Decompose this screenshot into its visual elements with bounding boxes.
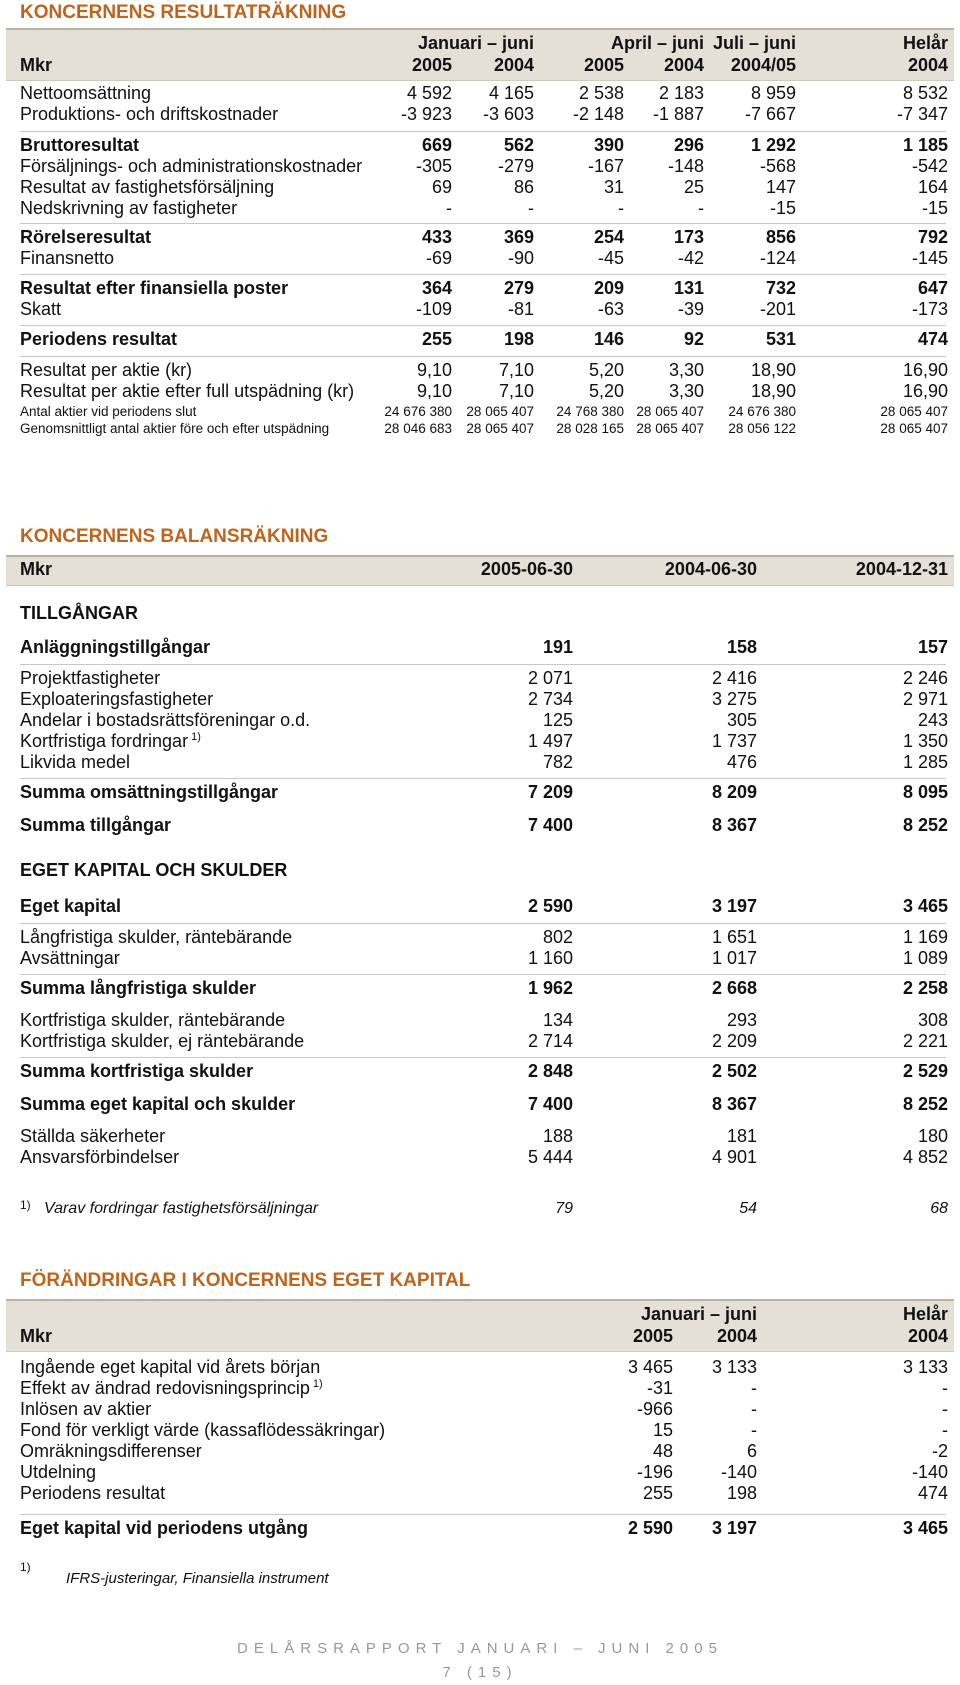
cell-value: 28 046 683 — [384, 421, 452, 436]
balance-note-label: Varav fordringar fastighetsförsäljningar — [44, 1200, 319, 1217]
cell-value: 433 — [421, 227, 452, 247]
table-row — [0, 421, 960, 443]
cell-value: - — [942, 1399, 948, 1419]
divider — [20, 664, 946, 665]
cell-value: -196 — [636, 1462, 673, 1482]
cell-value: -90 — [507, 248, 534, 268]
cell-value: - — [942, 1420, 948, 1440]
cell-value: - — [446, 198, 452, 218]
row-label: Summa omsättningstillgångar — [20, 782, 279, 802]
cell-value: 1 292 — [750, 135, 796, 155]
cell-value: 1 089 — [902, 948, 948, 968]
equity-title: FÖRÄNDRINGAR I KONCERNENS EGET KAPITAL — [20, 1270, 471, 1291]
cell-value: 255 — [421, 329, 452, 349]
cell-value: 180 — [917, 1126, 948, 1146]
income-header-year: 2004 — [663, 55, 704, 75]
cell-value: -69 — [425, 248, 452, 268]
cell-value: 1 350 — [902, 731, 948, 751]
cell-value: -279 — [497, 156, 534, 176]
divider — [20, 923, 946, 924]
income-header-year: 2004/05 — [730, 55, 796, 75]
cell-value: -966 — [636, 1399, 673, 1419]
balance-note-value: 54 — [739, 1200, 757, 1217]
table-row — [0, 83, 960, 105]
cell-value: 562 — [503, 135, 534, 155]
cell-value: - — [528, 198, 534, 218]
row-label: Rörelseresultat — [20, 227, 152, 247]
cell-value: 28 065 407 — [636, 421, 704, 436]
cell-value: 7,10 — [498, 360, 534, 380]
cell-value: - — [618, 198, 624, 218]
cell-value: 1 737 — [711, 731, 757, 751]
cell-value: 7,10 — [498, 381, 534, 401]
cell-value: 732 — [765, 278, 796, 298]
cell-value: 2 538 — [578, 83, 624, 103]
cell-value: 1 017 — [711, 948, 757, 968]
row-label: Resultat per aktie (kr) — [20, 360, 193, 380]
income-header-year: 2005 — [411, 55, 452, 75]
row-label: Antal aktier vid periodens slut — [20, 404, 197, 419]
table-row — [0, 689, 960, 711]
page-number: 7 (15) — [442, 1664, 518, 1681]
cell-value: -31 — [646, 1378, 673, 1398]
equity-header-period: Januari – juni — [640, 1304, 757, 1324]
cell-value: 647 — [917, 278, 948, 298]
cell-value: 31 — [603, 177, 624, 197]
row-label: Skatt — [20, 299, 62, 319]
row-label: Summa långfristiga skulder — [20, 978, 257, 998]
row-label: Summa tillgångar — [20, 815, 172, 835]
cell-value: 2 183 — [658, 83, 704, 103]
cell-value: -7 347 — [896, 104, 948, 124]
table-row — [0, 381, 960, 403]
cell-value: 4 852 — [902, 1147, 948, 1167]
cell-value: 157 — [917, 637, 948, 657]
cell-value: 2 246 — [902, 668, 948, 688]
cell-value: 198 — [726, 1483, 757, 1503]
cell-value: 5 444 — [527, 1147, 573, 1167]
cell-value: 308 — [917, 1010, 948, 1030]
table-row — [0, 104, 960, 126]
cell-value: - — [751, 1378, 757, 1398]
row-label: Omräkningsdifferenser — [20, 1441, 202, 1461]
cell-value: 16,90 — [902, 381, 948, 401]
income-title: KONCERNENS RESULTATRÄKNING — [20, 2, 347, 23]
cell-value: 191 — [542, 637, 573, 657]
equity-header-year: 2004 — [716, 1326, 757, 1346]
cell-value: 3 197 — [711, 896, 757, 916]
table-row — [0, 1378, 960, 1400]
assets-heading: TILLGÅNGAR — [20, 603, 138, 623]
row-label: Nettoomsättning — [20, 83, 152, 103]
cell-value: 134 — [542, 1010, 573, 1030]
table-row — [0, 637, 960, 659]
balance-note-mark: 1) — [20, 1198, 31, 1212]
income-header-period-apr-jun: April – juni — [610, 33, 704, 53]
cell-value: 131 — [673, 278, 704, 298]
cell-value: 390 — [593, 135, 624, 155]
table-row — [0, 227, 960, 249]
cell-value: 3,30 — [668, 360, 704, 380]
equity-header-year: 2005 — [632, 1326, 673, 1346]
cell-value: 18,90 — [750, 381, 796, 401]
cell-value: 181 — [726, 1126, 757, 1146]
cell-value: 2 668 — [711, 978, 757, 998]
cell-value: 69 — [431, 177, 452, 197]
table-row — [0, 896, 960, 918]
row-label: Periodens resultat — [20, 1483, 166, 1503]
cell-value: 158 — [726, 637, 757, 657]
row-label: Kortfristiga skulder, ej räntebärande — [20, 1031, 305, 1051]
cell-value: 125 — [542, 710, 573, 730]
table-row — [0, 1147, 960, 1169]
table-row — [0, 782, 960, 804]
row-label: Resultat per aktie efter full utspädning (kr) — [20, 381, 355, 401]
balance-note-value: 79 — [555, 1200, 573, 1217]
cell-value: 279 — [503, 278, 534, 298]
row-label: Nedskrivning av fastigheter — [20, 198, 238, 218]
row-label: Resultat efter finansiella poster — [20, 278, 289, 298]
cell-value: 92 — [683, 329, 704, 349]
cell-value: 2 848 — [527, 1061, 573, 1081]
cell-value: -148 — [667, 156, 704, 176]
cell-value: 24 676 380 — [384, 404, 452, 419]
cell-value: -39 — [677, 299, 704, 319]
cell-value: - — [942, 1378, 948, 1398]
cell-value: 2 590 — [527, 896, 573, 916]
cell-value: 802 — [542, 927, 573, 947]
cell-value: 305 — [726, 710, 757, 730]
table-row — [0, 1031, 960, 1053]
table-row — [0, 731, 960, 753]
table-row — [0, 278, 960, 300]
cell-value: 28 028 165 — [556, 421, 624, 436]
row-label: Anläggningstillgångar — [20, 637, 211, 657]
cell-value: 28 065 407 — [880, 404, 948, 419]
row-label: Resultat av fastighetsförsäljning — [20, 177, 275, 197]
table-row — [0, 1357, 960, 1379]
cell-value: -3 603 — [482, 104, 534, 124]
income-header-period-jan-jun: Januari – juni — [417, 33, 534, 53]
table-row — [0, 1010, 960, 1032]
divider — [20, 1057, 946, 1058]
cell-value: 1 285 — [902, 752, 948, 772]
cell-value: 2 071 — [527, 668, 573, 688]
divider — [20, 778, 946, 779]
table-row — [0, 1441, 960, 1463]
income-header-period-full-year: Helår — [902, 33, 948, 53]
table-row — [0, 668, 960, 690]
cell-value: 4 165 — [488, 83, 534, 103]
cell-value: 2 502 — [711, 1061, 757, 1081]
cell-value: 86 — [513, 177, 534, 197]
cell-value: 8 959 — [750, 83, 796, 103]
cell-value: 7 400 — [527, 1094, 573, 1114]
table-row — [0, 360, 960, 382]
cell-value: 188 — [542, 1126, 573, 1146]
row-label: Ingående eget kapital vid årets början — [20, 1357, 321, 1377]
table-row — [0, 978, 960, 1000]
cell-value: -109 — [415, 299, 452, 319]
cell-value: -1 887 — [652, 104, 704, 124]
table-row — [0, 1061, 960, 1083]
cell-value: 8 252 — [902, 815, 948, 835]
divider — [20, 274, 946, 275]
cell-value: 173 — [673, 227, 704, 247]
cell-value: 1 160 — [527, 948, 573, 968]
cell-value: 474 — [917, 1483, 948, 1503]
cell-value: -124 — [759, 248, 796, 268]
table-row — [0, 927, 960, 949]
cell-value: 15 — [652, 1420, 673, 1440]
cell-value: 792 — [917, 227, 948, 247]
income-header-year: 2005 — [583, 55, 624, 75]
row-label: Genomsnittligt antal aktier före och efter utspädning — [20, 421, 330, 436]
cell-value: -15 — [921, 198, 948, 218]
cell-value: 8 209 — [711, 782, 757, 802]
cell-value: 243 — [917, 710, 948, 730]
footnote-marker: 1) — [188, 731, 201, 743]
cell-value: - — [751, 1420, 757, 1440]
report-footer: DELÅRSRAPPORT JANUARI – JUNI 2005 — [237, 1640, 723, 1657]
cell-value: 296 — [673, 135, 704, 155]
cell-value: 1 962 — [527, 978, 573, 998]
cell-value: -167 — [587, 156, 624, 176]
table-row — [0, 1518, 960, 1540]
cell-value: 24 676 380 — [728, 404, 796, 419]
cell-value: 6 — [746, 1441, 757, 1461]
cell-value: 1 497 — [527, 731, 573, 751]
cell-value: 3 275 — [711, 689, 757, 709]
cell-value: 2 971 — [902, 689, 948, 709]
cell-value: 2 258 — [902, 978, 948, 998]
cell-value: 16,90 — [902, 360, 948, 380]
cell-value: 1 651 — [711, 927, 757, 947]
cell-value: 7 209 — [527, 782, 573, 802]
table-row — [0, 1420, 960, 1442]
row-label: Kortfristiga fordringar $^{1)}$ — [20, 731, 201, 751]
divider — [20, 223, 946, 224]
cell-value: 28 065 407 — [466, 421, 534, 436]
cell-value: 8 367 — [711, 815, 757, 835]
cell-value: -305 — [415, 156, 452, 176]
cell-value: 782 — [542, 752, 573, 772]
row-label: Andelar i bostadsrättsföreningar o.d. — [20, 710, 311, 730]
cell-value: 28 065 407 — [880, 421, 948, 436]
cell-value: -140 — [911, 1462, 948, 1482]
cell-value: 1 169 — [902, 927, 948, 947]
cell-value: -201 — [759, 299, 796, 319]
cell-value: 28 065 407 — [636, 404, 704, 419]
cell-value: 164 — [917, 177, 948, 197]
cell-value: -81 — [507, 299, 534, 319]
income-header-year: 2004 — [907, 55, 948, 75]
row-label: Produktions- och driftskostnader — [20, 104, 279, 124]
row-label: Likvida medel — [20, 752, 131, 772]
row-label: Långfristiga skulder, räntebärande — [20, 927, 293, 947]
cell-value: 2 590 — [627, 1518, 673, 1538]
cell-value: -2 — [931, 1441, 948, 1461]
row-label: Kortfristiga skulder, räntebärande — [20, 1010, 286, 1030]
row-label: Försäljnings- och administrationskostnader — [20, 156, 363, 176]
cell-value: 3 133 — [711, 1357, 757, 1377]
cell-value: 8 252 — [902, 1094, 948, 1114]
cell-value: 3,30 — [668, 381, 704, 401]
income-header-period-jul-jun: Juli – juni — [712, 33, 796, 53]
equity-note-label: IFRS-justeringar, Finansiella instrument — [66, 1570, 329, 1587]
row-label: Inlösen av aktier — [20, 1399, 152, 1419]
balance-note-value: 68 — [930, 1200, 948, 1217]
row-label: Finansnetto — [20, 248, 115, 268]
row-label: Effekt av ändrad redovisningsprincip $^{1)}$ — [20, 1378, 323, 1398]
footnote-marker: 1) — [309, 1378, 323, 1390]
cell-value: 3 465 — [902, 1518, 948, 1538]
table-row — [0, 329, 960, 351]
cell-value: 531 — [765, 329, 796, 349]
balance-header-date: 2004-12-31 — [855, 559, 948, 579]
table-row — [0, 1094, 960, 1116]
cell-value: -145 — [911, 248, 948, 268]
cell-value: -3 923 — [400, 104, 452, 124]
cell-value: 476 — [726, 752, 757, 772]
cell-value: 8 367 — [711, 1094, 757, 1114]
cell-value: 3 465 — [627, 1357, 673, 1377]
cell-value: -45 — [597, 248, 624, 268]
cell-value: - — [698, 198, 704, 218]
cell-value: 3 465 — [902, 896, 948, 916]
cell-value: 198 — [503, 329, 534, 349]
cell-value: -15 — [769, 198, 796, 218]
cell-value: 48 — [652, 1441, 673, 1461]
cell-value: -7 667 — [744, 104, 796, 124]
equity-header-full-year: Helår — [902, 1304, 948, 1324]
cell-value: 7 400 — [527, 815, 573, 835]
cell-value: 3 197 — [711, 1518, 757, 1538]
balance-header-date: 2005-06-30 — [480, 559, 573, 579]
divider — [20, 325, 946, 326]
row-label: Eget kapital — [20, 896, 122, 916]
cell-value: 293 — [726, 1010, 757, 1030]
row-label: Exploateringsfastigheter — [20, 689, 214, 709]
row-label: Fond för verkligt värde (kassaflödessäkringar) — [20, 1420, 386, 1440]
row-label: Ansvarsförbindelser — [20, 1147, 180, 1167]
cell-value: 3 133 — [902, 1357, 948, 1377]
equity-note-mark: 1) — [20, 1560, 31, 1574]
cell-value: -173 — [911, 299, 948, 319]
table-row — [0, 948, 960, 970]
row-label: Utdelning — [20, 1462, 97, 1482]
divider — [20, 356, 946, 357]
cell-value: 147 — [765, 177, 796, 197]
table-row — [0, 299, 960, 321]
cell-value: -542 — [911, 156, 948, 176]
cell-value: 5,20 — [588, 381, 624, 401]
cell-value: 2 714 — [527, 1031, 573, 1051]
cell-value: 8 532 — [902, 83, 948, 103]
table-row — [0, 135, 960, 157]
table-row — [0, 1462, 960, 1484]
row-label: Ställda säkerheter — [20, 1126, 166, 1146]
cell-value: 364 — [421, 278, 452, 298]
balance-header-mkr: Mkr — [20, 559, 53, 579]
cell-value: 2 209 — [711, 1031, 757, 1051]
divider — [20, 974, 946, 975]
cell-value: 4 592 — [406, 83, 452, 103]
table-row — [0, 1126, 960, 1148]
row-label: Projektfastigheter — [20, 668, 161, 688]
balance-header-date: 2004-06-30 — [664, 559, 757, 579]
cell-value: 1 185 — [902, 135, 948, 155]
cell-value: 2 221 — [902, 1031, 948, 1051]
income-header-year: 2004 — [493, 55, 534, 75]
row-label: Avsättningar — [20, 948, 120, 968]
cell-value: 18,90 — [750, 360, 796, 380]
equity-header-mkr: Mkr — [20, 1326, 53, 1346]
cell-value: - — [751, 1399, 757, 1419]
cell-value: -140 — [720, 1462, 757, 1482]
cell-value: 5,20 — [588, 360, 624, 380]
equity-header-year: 2004 — [907, 1326, 948, 1346]
divider — [20, 131, 946, 132]
cell-value: 369 — [503, 227, 534, 247]
table-row — [0, 752, 960, 774]
cell-value: 4 901 — [711, 1147, 757, 1167]
cell-value: 856 — [765, 227, 796, 247]
cell-value: -42 — [677, 248, 704, 268]
cell-value: 2 416 — [711, 668, 757, 688]
cell-value: 28 065 407 — [466, 404, 534, 419]
row-label: Bruttoresultat — [20, 135, 140, 155]
income-header-mkr: Mkr — [20, 55, 53, 75]
cell-value: 24 768 380 — [556, 404, 624, 419]
cell-value: -2 148 — [572, 104, 624, 124]
table-row — [0, 248, 960, 270]
cell-value: 9,10 — [416, 360, 452, 380]
row-label: Summa eget kapital och skulder — [20, 1094, 296, 1114]
cell-value: 146 — [593, 329, 624, 349]
cell-value: 209 — [593, 278, 624, 298]
row-label: Eget kapital vid periodens utgång — [20, 1518, 309, 1538]
row-label: Periodens resultat — [20, 329, 178, 349]
cell-value: -63 — [597, 299, 624, 319]
cell-value: 255 — [642, 1483, 673, 1503]
table-row — [0, 177, 960, 199]
table-row — [0, 1399, 960, 1421]
row-label: Summa kortfristiga skulder — [20, 1061, 254, 1081]
table-row — [0, 710, 960, 732]
table-row — [0, 1483, 960, 1505]
table-row — [0, 815, 960, 837]
cell-value: 25 — [683, 177, 704, 197]
cell-value: 28 056 122 — [728, 421, 796, 436]
cell-value: 669 — [421, 135, 452, 155]
cell-value: 8 095 — [902, 782, 948, 802]
table-row — [0, 156, 960, 178]
table-row — [0, 198, 960, 220]
cell-value: 2 529 — [902, 1061, 948, 1081]
cell-value: 9,10 — [416, 381, 452, 401]
equity-liabilities-heading: EGET KAPITAL OCH SKULDER — [20, 860, 288, 880]
cell-value: 2 734 — [527, 689, 573, 709]
divider — [20, 1514, 946, 1515]
cell-value: -568 — [759, 156, 796, 176]
balance-title: KONCERNENS BALANSRÄKNING — [20, 526, 329, 547]
cell-value: 254 — [593, 227, 624, 247]
equity-header-band — [6, 1299, 954, 1352]
cell-value: 474 — [917, 329, 948, 349]
